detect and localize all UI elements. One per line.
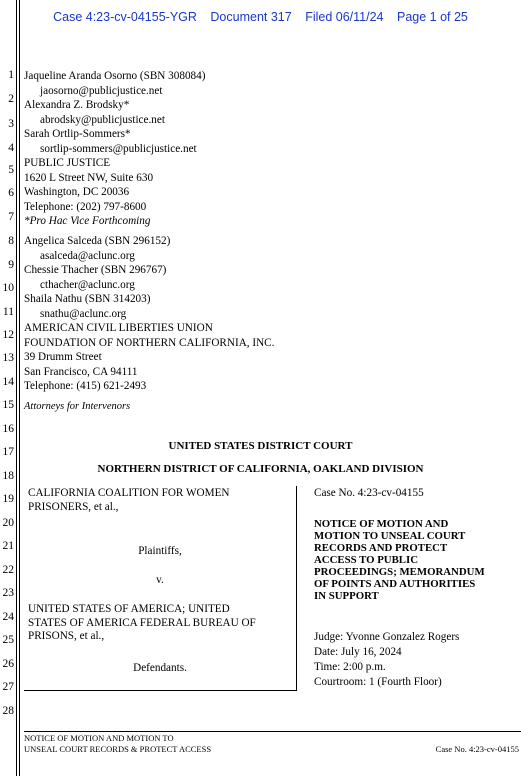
line-number: 23 [2, 587, 14, 599]
attorneys-for-intervenors: Attorneys for Intervenors [24, 401, 131, 412]
line-number: 12 [2, 329, 14, 341]
motion-title-line: IN SUPPORT [314, 590, 379, 602]
counsel-block-public-justice [24, 69, 205, 229]
attorney-email: snathu@aclunc.org [40, 307, 127, 320]
line-number: 17 [2, 446, 14, 458]
telephone: Telephone: (415) 621-2493 [24, 380, 147, 392]
ecf-header [0, 10, 521, 24]
line-number: 11 [2, 306, 14, 318]
line-number: 8 [8, 235, 14, 247]
line-number: 7 [8, 211, 14, 223]
courtroom: Courtroom: 1 (Fourth Floor) [314, 676, 442, 688]
footer-title-line: NOTICE OF MOTION AND MOTION TO [24, 733, 174, 743]
line-number: 20 [2, 517, 14, 529]
left-margin-rule-outer [16, 0, 17, 776]
attorney-name: Shaila Nathu (SBN 314203) [24, 293, 151, 305]
line-number: 16 [2, 423, 14, 435]
plaintiff-parties [28, 487, 229, 514]
defendant-name-line: PRISONS, et al., [28, 630, 105, 642]
motion-title [314, 518, 514, 602]
organization-name: FOUNDATION OF NORTHERN CALIFORNIA, INC. [24, 336, 275, 349]
line-number: 24 [2, 611, 14, 623]
hearing-time: Time: 2:00 p.m. [314, 661, 386, 673]
motion-title-line: OF POINTS AND AUTHORITIES [314, 578, 476, 590]
header-document-number: Document 317 [210, 10, 292, 24]
line-number: 13 [2, 352, 14, 364]
line-number: 9 [8, 259, 14, 271]
line-number: 3 [8, 118, 14, 130]
pro-hac-vice-note: *Pro Hac Vice Forthcoming [24, 215, 151, 227]
footer-document-title [24, 733, 211, 754]
hearing-details [314, 630, 459, 690]
telephone: Telephone: (202) 797-8600 [24, 200, 147, 213]
attorney-name: Chessie Thacher (SBN 296767) [24, 264, 167, 276]
line-number: 10 [2, 282, 14, 294]
line-number: 26 [2, 658, 14, 670]
line-number: 28 [2, 705, 14, 717]
attorney-name: Alexandra Z. Brodsky* [24, 99, 130, 111]
line-number: 22 [2, 564, 14, 576]
street-address: 1620 L Street NW, Suite 630 [24, 171, 154, 184]
defendants-label: Defendants. [133, 662, 187, 674]
organization-name: AMERICAN CIVIL LIBERTIES UNION [24, 322, 213, 334]
footer-case-number: Case No. 4:23-cv-04155 [435, 744, 519, 754]
motion-title-line: NOTICE OF MOTION AND [314, 518, 449, 530]
line-number: 27 [2, 681, 14, 693]
case-number: Case No. 4:23-cv-04155 [314, 487, 424, 499]
attorney-name: Sarah Ortlip-Sommers* [24, 128, 131, 140]
motion-title-line: ACCESS TO PUBLIC [314, 554, 419, 566]
defendant-name-line: STATES OF AMERICA FEDERAL BUREAU OF [28, 616, 256, 629]
counsel-block-aclu [24, 234, 274, 394]
attorney-email: cthacher@aclunc.org [40, 278, 135, 291]
line-number: 19 [2, 493, 14, 505]
line-number: 25 [2, 634, 14, 646]
motion-title-line: PROCEEDINGS; MEMORANDUM [314, 566, 485, 578]
header-page-count: Page 1 of 25 [396, 10, 468, 24]
line-number: 18 [2, 470, 14, 482]
line-number: 4 [8, 142, 14, 154]
caption-parties-box [24, 486, 297, 691]
attorney-email: abrodsky@publicjustice.net [40, 113, 165, 126]
plaintiff-name-line: PRISONERS, et al., [28, 500, 119, 513]
defendant-name-line: UNITED STATES OF AMERICA; UNITED [28, 603, 230, 615]
footer-rule [24, 731, 521, 732]
attorney-email: asalceda@aclunc.org [40, 249, 135, 262]
attorney-name: Jaqueline Aranda Osorno (SBN 308084) [24, 70, 206, 82]
hearing-date: Date: July 16, 2024 [314, 646, 402, 658]
line-number: 5 [8, 164, 14, 176]
organization-name: PUBLIC JUSTICE [24, 157, 111, 169]
attorney-email: sortlip-sommers@publicjustice.net [40, 142, 197, 155]
line-number: 21 [2, 540, 14, 552]
line-number: 14 [2, 376, 14, 388]
court-name: UNITED STATES DISTRICT COURT [168, 440, 353, 452]
line-number: 1 [8, 69, 14, 81]
line-number: 2 [8, 93, 14, 105]
line-number: 15 [2, 399, 14, 411]
defendant-parties [28, 603, 256, 644]
plaintiff-name-line: CALIFORNIA COALITION FOR WOMEN [28, 487, 230, 499]
court-district: NORTHERN DISTRICT OF CALIFORNIA, OAKLAND DIVISION [97, 463, 424, 475]
header-case-number: Case 4:23-cv-04155-YGR [53, 10, 197, 24]
left-margin-rule-inner [19, 0, 20, 776]
city-state-zip: Washington, DC 20036 [24, 186, 130, 198]
judge-line: Judge: Yvonne Gonzalez Rogers [314, 631, 460, 643]
caption-case-info [314, 486, 514, 688]
motion-title-line: RECORDS AND PROTECT [314, 542, 448, 554]
street-address: 39 Drumm Street [24, 351, 102, 363]
footer-title-line: UNSEAL COURT RECORDS & PROTECT ACCESS [24, 743, 212, 754]
motion-title-line: MOTION TO UNSEAL COURT [314, 530, 466, 542]
city-state-zip: San Francisco, CA 94111 [24, 365, 138, 378]
line-number: 6 [8, 187, 14, 199]
attorney-name: Angelica Salceda (SBN 296152) [24, 235, 171, 247]
versus-label: v. [156, 574, 164, 586]
attorney-email: jaosorno@publicjustice.net [40, 84, 163, 97]
plaintiffs-label: Plaintiffs, [138, 545, 182, 557]
header-filed-date: Filed 06/11/24 [305, 10, 384, 24]
